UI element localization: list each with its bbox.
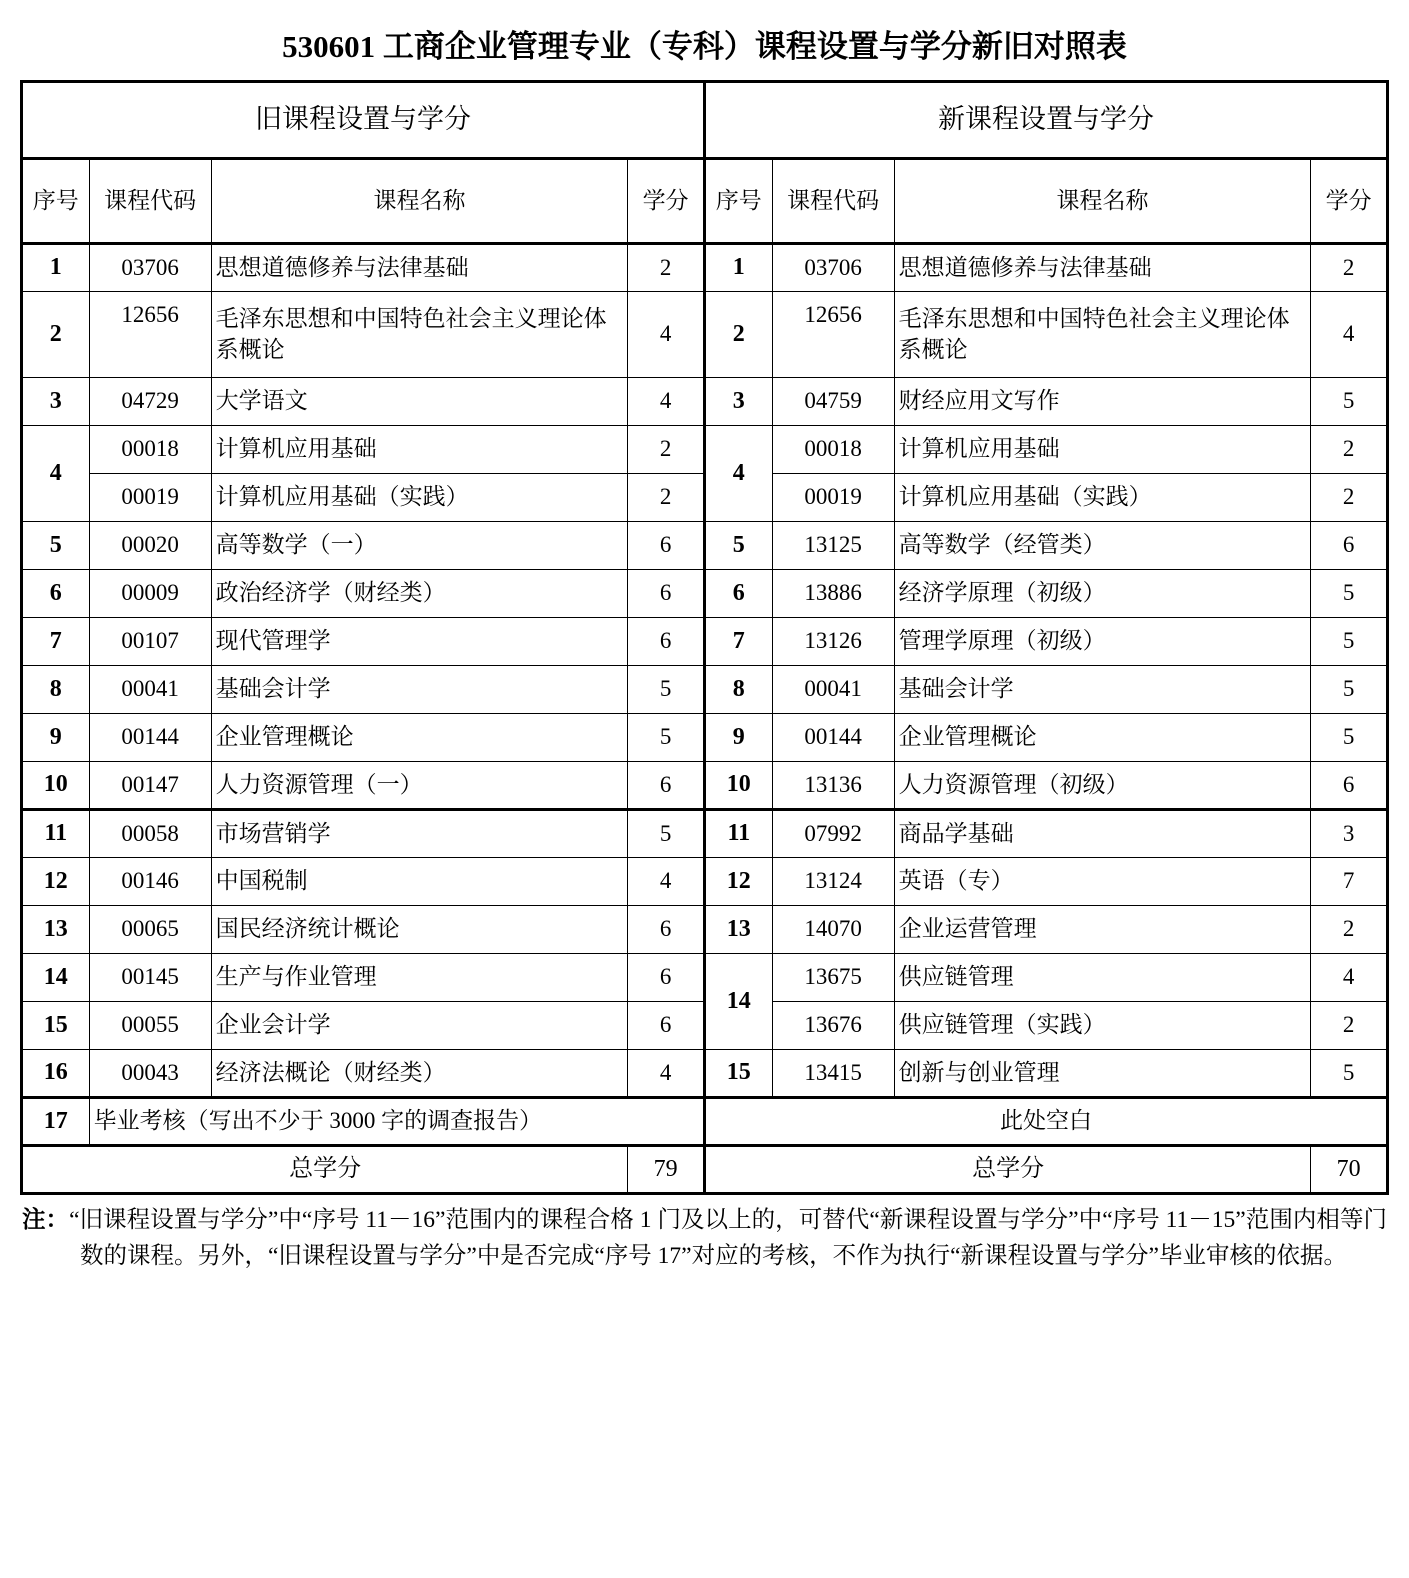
old-seq: 5 xyxy=(22,522,90,570)
table-row xyxy=(22,954,1388,1002)
new-name: 商品学基础 xyxy=(894,810,1311,858)
old-code: 00146 xyxy=(89,858,211,906)
new-credit: 2 xyxy=(1311,474,1388,522)
comparison-table-wrapper xyxy=(0,80,1409,1195)
table-row xyxy=(22,762,1388,810)
table-row xyxy=(22,810,1388,858)
new-seq: 13 xyxy=(704,906,772,954)
header-old-name: 课程名称 xyxy=(211,159,628,244)
old-seq-merged: 4 xyxy=(22,426,90,522)
new-seq: 1 xyxy=(704,244,772,292)
new-code: 00018 xyxy=(772,426,894,474)
new-code: 03706 xyxy=(772,244,894,292)
old-credit: 2 xyxy=(628,474,705,522)
old-credit: 4 xyxy=(628,858,705,906)
new-code: 00019 xyxy=(772,474,894,522)
table-row xyxy=(22,378,1388,426)
old-name: 企业管理概论 xyxy=(211,714,628,762)
group-header-row xyxy=(22,82,1388,159)
new-name: 经济学原理（初级） xyxy=(894,570,1311,618)
new-code: 13126 xyxy=(772,618,894,666)
old-code: 00065 xyxy=(89,906,211,954)
old-seq: 11 xyxy=(22,810,90,858)
new-name: 基础会计学 xyxy=(894,666,1311,714)
old-credit: 6 xyxy=(628,762,705,810)
old-code: 00019 xyxy=(89,474,211,522)
old-name: 经济法概论（财经类） xyxy=(211,1050,628,1098)
old-code: 00055 xyxy=(89,1002,211,1050)
old-code: 04729 xyxy=(89,378,211,426)
new-name: 计算机应用基础（实践） xyxy=(894,474,1311,522)
new-credit: 6 xyxy=(1311,522,1388,570)
old-credit: 4 xyxy=(628,378,705,426)
new-credit: 2 xyxy=(1311,906,1388,954)
old-total-value: 79 xyxy=(628,1146,705,1194)
old-seq: 12 xyxy=(22,858,90,906)
new-seq: 11 xyxy=(704,810,772,858)
old-name: 毛泽东思想和中国特色社会主义理论体系概论 xyxy=(211,292,628,378)
new-code: 13886 xyxy=(772,570,894,618)
old-seq: 10 xyxy=(22,762,90,810)
old-code: 00020 xyxy=(89,522,211,570)
table-row xyxy=(22,570,1388,618)
old-name: 高等数学（一） xyxy=(211,522,628,570)
old-code: 00144 xyxy=(89,714,211,762)
old-code: 12656 xyxy=(89,292,211,378)
old-seq: 13 xyxy=(22,906,90,954)
new-name: 企业管理概论 xyxy=(894,714,1311,762)
new-name: 供应链管理（实践） xyxy=(894,1002,1311,1050)
old-code: 00107 xyxy=(89,618,211,666)
table-row xyxy=(22,1050,1388,1098)
new-code: 13675 xyxy=(772,954,894,1002)
new-code: 13136 xyxy=(772,762,894,810)
new-code: 13676 xyxy=(772,1002,894,1050)
new-seq: 5 xyxy=(704,522,772,570)
new-seq: 8 xyxy=(704,666,772,714)
old-credit: 2 xyxy=(628,426,705,474)
old-seq: 2 xyxy=(22,292,90,378)
old-credit: 6 xyxy=(628,570,705,618)
new-seq: 12 xyxy=(704,858,772,906)
header-old-credit: 学分 xyxy=(628,159,705,244)
new-credit: 3 xyxy=(1311,810,1388,858)
old-total-label: 总学分 xyxy=(22,1146,628,1194)
new-name: 毛泽东思想和中国特色社会主义理论体系概论 xyxy=(894,292,1311,378)
new-seq-merged: 14 xyxy=(704,954,772,1050)
old-name: 中国税制 xyxy=(211,858,628,906)
new-code: 13415 xyxy=(772,1050,894,1098)
old-name: 现代管理学 xyxy=(211,618,628,666)
new-total-value: 70 xyxy=(1311,1146,1388,1194)
old-seq: 6 xyxy=(22,570,90,618)
old-name: 计算机应用基础 xyxy=(211,426,628,474)
new-name: 高等数学（经管类） xyxy=(894,522,1311,570)
new-group-header: 新课程设置与学分 xyxy=(704,82,1387,159)
table-row xyxy=(22,618,1388,666)
course-comparison-table xyxy=(20,80,1389,1195)
new-blank-notice: 此处空白 xyxy=(704,1098,1387,1146)
old-code: 00058 xyxy=(89,810,211,858)
old-code: 00018 xyxy=(89,426,211,474)
table-row xyxy=(22,714,1388,762)
footnote xyxy=(22,1203,1387,1274)
old-code: 00009 xyxy=(89,570,211,618)
new-name: 创新与创业管理 xyxy=(894,1050,1311,1098)
table-row xyxy=(22,858,1388,906)
old-code: 03706 xyxy=(89,244,211,292)
old-credit: 5 xyxy=(628,714,705,762)
new-name: 英语（专） xyxy=(894,858,1311,906)
header-new-code: 课程代码 xyxy=(772,159,894,244)
old-credit: 5 xyxy=(628,666,705,714)
new-seq: 7 xyxy=(704,618,772,666)
old-code: 00041 xyxy=(89,666,211,714)
new-credit: 2 xyxy=(1311,426,1388,474)
graduation-assessment-note: 毕业考核（写出不少于 3000 字的调查报告） xyxy=(89,1098,704,1146)
old-credit: 6 xyxy=(628,618,705,666)
new-credit: 5 xyxy=(1311,570,1388,618)
old-seq: 17 xyxy=(22,1098,90,1146)
new-code: 13124 xyxy=(772,858,894,906)
old-seq: 7 xyxy=(22,618,90,666)
new-seq: 15 xyxy=(704,1050,772,1098)
old-code: 00145 xyxy=(89,954,211,1002)
old-credit: 4 xyxy=(628,1050,705,1098)
table-row xyxy=(22,666,1388,714)
page-title: 530601 工商企业管理专业（专科）课程设置与学分新旧对照表 xyxy=(282,29,1127,64)
old-name: 计算机应用基础（实践） xyxy=(211,474,628,522)
old-name: 生产与作业管理 xyxy=(211,954,628,1002)
old-seq: 3 xyxy=(22,378,90,426)
old-seq: 9 xyxy=(22,714,90,762)
header-old-code: 课程代码 xyxy=(89,159,211,244)
new-credit: 6 xyxy=(1311,762,1388,810)
new-seq: 3 xyxy=(704,378,772,426)
new-credit: 5 xyxy=(1311,378,1388,426)
new-code: 04759 xyxy=(772,378,894,426)
old-code: 00147 xyxy=(89,762,211,810)
table-row xyxy=(22,292,1388,378)
header-new-seq: 序号 xyxy=(704,159,772,244)
new-code: 00144 xyxy=(772,714,894,762)
new-name: 财经应用文写作 xyxy=(894,378,1311,426)
new-credit: 7 xyxy=(1311,858,1388,906)
old-credit: 6 xyxy=(628,954,705,1002)
new-total-label: 总学分 xyxy=(704,1146,1310,1194)
new-credit: 4 xyxy=(1311,954,1388,1002)
old-seq: 1 xyxy=(22,244,90,292)
new-credit: 2 xyxy=(1311,1002,1388,1050)
header-new-name: 课程名称 xyxy=(894,159,1311,244)
old-name: 政治经济学（财经类） xyxy=(211,570,628,618)
table-row xyxy=(22,244,1388,292)
old-credit: 2 xyxy=(628,244,705,292)
new-seq: 2 xyxy=(704,292,772,378)
old-name: 国民经济统计概论 xyxy=(211,906,628,954)
old-seq: 8 xyxy=(22,666,90,714)
new-credit: 5 xyxy=(1311,1050,1388,1098)
new-seq-merged: 4 xyxy=(704,426,772,522)
old-credit: 4 xyxy=(628,292,705,378)
new-name: 供应链管理 xyxy=(894,954,1311,1002)
new-name: 管理学原理（初级） xyxy=(894,618,1311,666)
old-name: 市场营销学 xyxy=(211,810,628,858)
old-credit: 6 xyxy=(628,522,705,570)
old-seq: 15 xyxy=(22,1002,90,1050)
old-code: 00043 xyxy=(89,1050,211,1098)
footnote-label: 注： xyxy=(22,1207,70,1234)
new-name: 思想道德修养与法律基础 xyxy=(894,244,1311,292)
new-seq: 9 xyxy=(704,714,772,762)
new-code: 07992 xyxy=(772,810,894,858)
old-name: 基础会计学 xyxy=(211,666,628,714)
old-name: 思想道德修养与法律基础 xyxy=(211,244,628,292)
header-new-credit: 学分 xyxy=(1311,159,1388,244)
table-row xyxy=(22,522,1388,570)
table-row xyxy=(22,426,1388,474)
old-seq: 14 xyxy=(22,954,90,1002)
footnote-text: “旧课程设置与学分”中“序号 11－16”范围内的课程合格 1 门及以上的，可替代“新课程设置与学分”中“序号 11－15”范围内相等门数的课程。另外，“旧课程设置与学分”中是否完成“序号 17”对应的考核，不作为执行“新课程设置与学分”毕业审核的依据。 xyxy=(69,1207,1388,1269)
old-credit: 6 xyxy=(628,906,705,954)
new-credit: 5 xyxy=(1311,666,1388,714)
new-name: 计算机应用基础 xyxy=(894,426,1311,474)
new-credit: 5 xyxy=(1311,618,1388,666)
new-code: 00041 xyxy=(772,666,894,714)
old-seq: 16 xyxy=(22,1050,90,1098)
new-seq: 6 xyxy=(704,570,772,618)
new-credit: 5 xyxy=(1311,714,1388,762)
header-old-seq: 序号 xyxy=(22,159,90,244)
new-seq: 10 xyxy=(704,762,772,810)
new-code: 12656 xyxy=(772,292,894,378)
footnote-body xyxy=(22,1203,1387,1274)
old-credit: 6 xyxy=(628,1002,705,1050)
old-name: 企业会计学 xyxy=(211,1002,628,1050)
column-header-row xyxy=(22,159,1388,244)
new-credit: 4 xyxy=(1311,292,1388,378)
old-name: 人力资源管理（一） xyxy=(211,762,628,810)
table-row xyxy=(22,906,1388,954)
new-code: 14070 xyxy=(772,906,894,954)
old-name: 大学语文 xyxy=(211,378,628,426)
new-name: 企业运营管理 xyxy=(894,906,1311,954)
final-note-row xyxy=(22,1098,1388,1146)
new-name: 人力资源管理（初级） xyxy=(894,762,1311,810)
old-credit: 5 xyxy=(628,810,705,858)
old-group-header: 旧课程设置与学分 xyxy=(22,82,705,159)
new-code: 13125 xyxy=(772,522,894,570)
totals-row xyxy=(22,1146,1388,1194)
new-credit: 2 xyxy=(1311,244,1388,292)
